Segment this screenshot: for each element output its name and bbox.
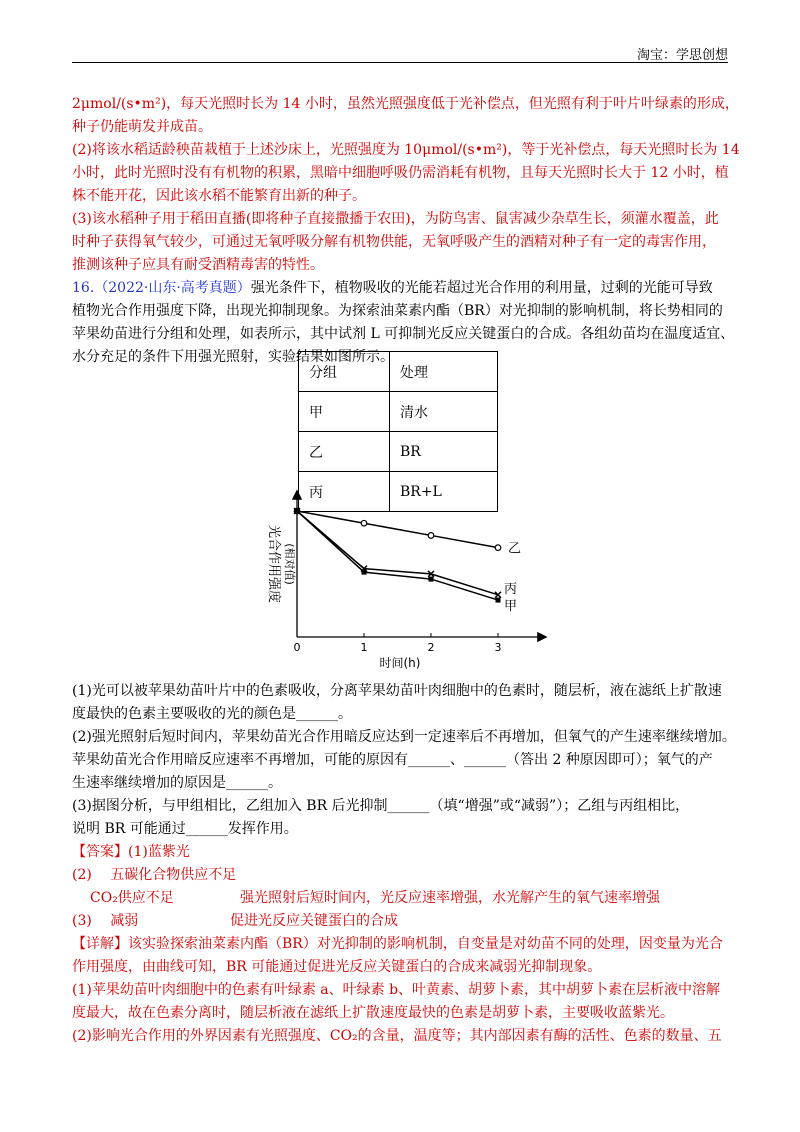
x-tick-label: 0 — [293, 641, 301, 654]
shop-header: 淘宝：学思创想 — [636, 48, 728, 63]
table-cell: 丙 — [299, 472, 390, 512]
x-tick-label: 1 — [360, 641, 368, 654]
prev-answer-line: 推测该种子应具有耐受酒精毒害的特性。 — [72, 257, 324, 273]
photosynthesis-line-chart — [250, 484, 560, 674]
table-cell: BR — [390, 432, 498, 472]
answer-line: (2) 五碳化合物供应不足 — [72, 867, 237, 883]
explanation-line: (1)苹果幼苗叶肉细胞中的色素有叶绿素 a、叶绿素 b、叶黄素、胡萝卜素，其中胡萝卜素在层析液中溶解 — [72, 982, 721, 998]
sub-question-line: (1)光可以被苹果幼苗叶片中的色素吸收，分离苹果幼苗叶肉细胞中的色素时，随层析，液在滤纸上扩散速 — [72, 683, 722, 699]
data-point — [362, 570, 367, 575]
data-point — [361, 520, 367, 526]
series-line — [297, 511, 498, 600]
prev-answer-line: (2)将该水稻适龄秧苗栽植于上述沙床上，光照强度为 10μmol/(s•m²)，等于光补偿点，每天光照时长为 14 — [72, 142, 740, 158]
x-tick-label: 2 — [427, 641, 435, 654]
explanation-line: 度最大，故在色素分离时，随层析液在滤纸上扩散速度最快的色素是胡萝卜素，主要吸收蓝紫光。 — [72, 1005, 674, 1021]
table-row — [299, 392, 498, 432]
table-cell: 清水 — [390, 392, 498, 432]
header-rule — [72, 62, 728, 63]
explanation-line: (2)影响光合作用的外界因素有光照强度、CO₂的含量，温度等；其内部因素有酶的活性、色素的数量、五 — [72, 1028, 722, 1044]
series-line — [297, 511, 498, 595]
answer-line: (3) 减弱 — [72, 913, 139, 929]
sub-question-line: 苹果幼苗光合作用暗反应速率不再增加，可能的原因有______、______（答出 2 种原因即可）；氧气的产 — [72, 752, 713, 768]
series-label: 丙 — [504, 581, 518, 597]
question-source: （2022·山东·高考真题） — [94, 280, 251, 296]
table-header-row — [299, 352, 498, 392]
table-header-cell: 处理 — [390, 352, 498, 392]
explanation-line: 作用强度，由曲线可知，BR 可能通过促进光反应关键蛋白的合成来减弱光抑制现象。 — [72, 959, 602, 975]
prev-answer-line: 种子仍能萌发并成苗。 — [72, 119, 212, 135]
data-point — [495, 545, 501, 551]
sub-question-line: (3)据图分析，与甲组相比，乙组加入 BR 后光抑制______（填“增强”或“减弱”）；乙组与丙组相比， — [72, 798, 690, 814]
sub-question-line: 说明 BR 可能通过______发挥作用。 — [72, 821, 298, 837]
answer-line: CO₂供应不足 — [90, 890, 174, 906]
question-stem-line: 植物光合作用强度下降，出现光抑制现象。为探索油菜素内酯（BR）对光抑制的影响机制，将长势相同的 — [72, 303, 723, 319]
question-stem-line — [72, 277, 728, 300]
table-cell: BR+L — [390, 472, 498, 512]
question-text: 强光条件下，植物吸收的光能若超过光合作用的利用量，过剩的光能可导致 — [250, 280, 713, 296]
y-axis-sublabel: (相对值) — [283, 543, 296, 585]
prev-answer-line: (3)该水稻种子用于稻田直播(即将种子直接撒播于农田)，为防鸟害、鼠害减少杂草生长，须灌水覆盖，此 — [72, 211, 719, 227]
data-point — [429, 577, 434, 582]
table-cell: 甲 — [299, 392, 390, 432]
x-tick-label: 3 — [494, 641, 502, 654]
question-stem-line: 水分充足的条件下用强光照射，实验结果如图所示。 — [72, 349, 394, 365]
series-line — [297, 511, 498, 548]
sub-question-line: 生速率继续增加的原因是______。 — [72, 775, 282, 791]
answer-line: 促进光反应关键蛋白的合成 — [230, 913, 398, 929]
explanation-line: 【详解】该实验探索油菜素内酯（BR）对光抑制的影响机制，自变量是对幼苗不同的处理，因变量为光合 — [72, 936, 723, 952]
answer-line: 强光照射后短时间内，光反应速率增强，水光解产生的氧气速率增强 — [240, 890, 660, 906]
x-axis-label: 时间(h) — [379, 656, 421, 670]
x-ticks — [294, 633, 502, 654]
prev-answer-line: 2μmol/(s•m²)，每天光照时长为 14 小时，虽然光照强度低于光补偿点，但光照有利于叶片叶绿素的形成， — [72, 96, 739, 112]
chart-series — [294, 508, 521, 614]
question-number: 16. — [72, 280, 95, 296]
table-row — [299, 432, 498, 472]
table-cell: 乙 — [299, 432, 390, 472]
series-label: 乙 — [508, 541, 522, 557]
prev-answer-line: 时种子获得氧气较少，可通过无氧呼吸分解有机物供能，无氧呼吸产生的酒精对种子有一定的毒害作用， — [72, 234, 716, 250]
prev-answer-line: 株不能开花，因此该水稻不能繁育出新的种子。 — [72, 188, 366, 204]
sub-question-line: (2)强光照射后短时间内，苹果幼苗光合作用暗反应达到一定速率后不再增加，但氧气的产生速率继续增加。 — [72, 729, 736, 745]
data-point — [496, 598, 501, 603]
y-axis-label: 光合作用强度 — [266, 524, 281, 604]
data-point — [428, 533, 434, 539]
table-header-cell: 分组 — [299, 352, 390, 392]
answer-line: 【答案】(1)蓝紫光 — [72, 844, 190, 860]
series-label: 甲 — [504, 599, 518, 615]
sub-question-line: 度最快的色素主要吸收的光的颜色是______。 — [72, 706, 352, 722]
data-point — [295, 509, 300, 514]
question-stem-line: 苹果幼苗进行分组和处理，如表所示，其中试剂 L 可抑制光反应关键蛋白的合成。各组幼苗均在温度适宜、 — [72, 326, 735, 342]
prev-answer-line: 小时，此时光照时没有有机物的积累，黑暗中细胞呼吸仍需消耗有机物，且每天光照时长大于 12 小时，植 — [72, 165, 729, 181]
